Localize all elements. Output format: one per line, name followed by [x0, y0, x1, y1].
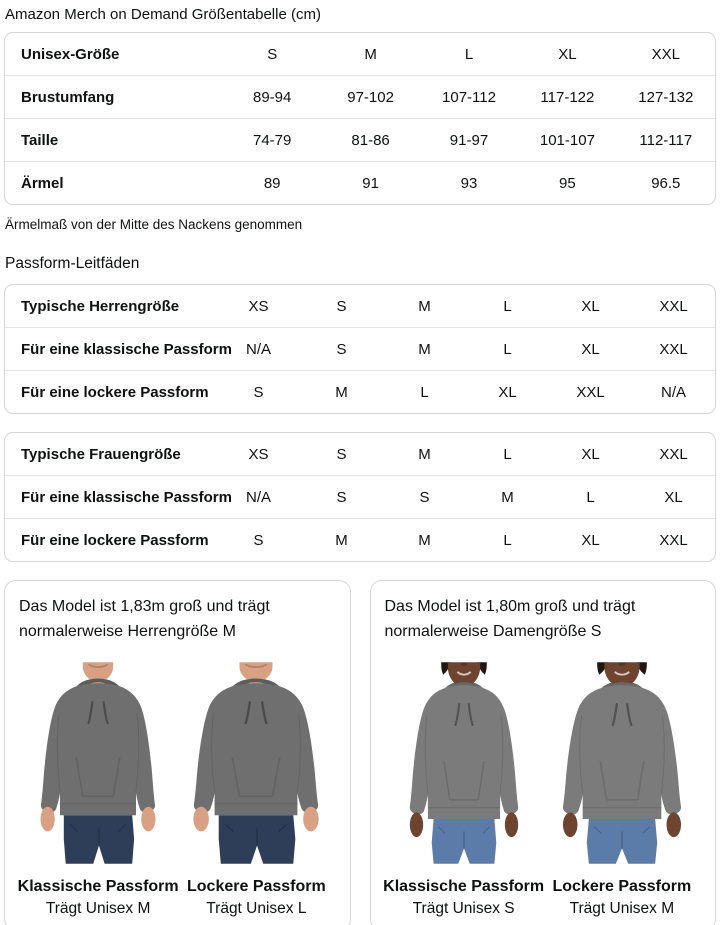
size-caption: Trägt Unisex M	[45, 899, 151, 917]
cell: M	[418, 445, 431, 463]
cell: N/A	[245, 488, 271, 506]
cell: M	[335, 383, 348, 401]
cell: XXL	[659, 531, 688, 549]
table-row	[5, 327, 715, 370]
table-row	[5, 518, 715, 561]
column-header: S	[267, 45, 278, 63]
cell: 96.5	[651, 174, 681, 192]
cell: M	[335, 531, 348, 549]
model-cards	[4, 580, 716, 925]
male-model-loose-illustration	[174, 657, 340, 869]
row-label: Brustumfang	[21, 88, 115, 106]
cell: XS	[248, 297, 269, 315]
cell: XXL	[659, 340, 688, 358]
male-photos	[19, 657, 336, 918]
female-model-description: Das Model ist 1,80m groß und trägt normalerweise Damengröße S	[384, 598, 636, 640]
cell: S	[336, 297, 347, 315]
female-model-card	[370, 580, 717, 925]
male-model-description: Das Model ist 1,83m groß und trägt normalerweise Herrengröße M	[19, 598, 270, 640]
table-row	[5, 118, 715, 161]
female-loose-fit-photo	[543, 657, 701, 918]
cell: 95	[559, 174, 576, 192]
female-photos	[385, 657, 702, 918]
cell: 112-117	[639, 131, 693, 149]
cell: N/A	[660, 383, 686, 401]
cell: XL	[581, 531, 600, 549]
cell: XL	[581, 297, 600, 315]
column-header: M	[364, 45, 377, 63]
cell: M	[418, 297, 431, 315]
cell: M	[418, 531, 431, 549]
column-header: XL	[558, 45, 577, 63]
cell: 97-102	[347, 88, 394, 106]
mens-fit-table	[4, 284, 716, 414]
row-label: Für eine lockere Passform	[21, 531, 209, 549]
cell: XXL	[659, 297, 688, 315]
fit-guides-heading: Passform-Leitfäden	[5, 255, 140, 272]
cell: 89	[263, 174, 281, 192]
cell: S	[253, 531, 264, 549]
cell: XL	[664, 488, 683, 506]
table-row	[5, 75, 715, 118]
cell: S	[336, 340, 347, 358]
page-title: Amazon Merch on Demand Größentabelle (cm)	[5, 6, 321, 23]
cell: 107-112	[442, 88, 496, 106]
table-row	[5, 161, 715, 204]
cell: L	[503, 445, 512, 463]
row-label: Für eine klassische Passform	[21, 340, 232, 358]
table-row	[5, 285, 715, 327]
cell: 91-97	[449, 131, 489, 149]
size-caption: Trägt Unisex L	[206, 899, 307, 917]
cell: N/A	[245, 340, 271, 358]
cell: M	[501, 488, 514, 506]
cell: XL	[498, 383, 517, 401]
size-caption: Trägt Unisex S	[412, 899, 515, 917]
cell: 93	[460, 174, 478, 192]
cell: XXL	[576, 383, 605, 401]
cell: 127-132	[638, 88, 694, 106]
cell: 89-94	[253, 88, 292, 106]
cell: M	[418, 340, 431, 358]
cell: L	[503, 531, 512, 549]
cell: 91	[362, 174, 379, 192]
row-label: Taille	[21, 131, 59, 149]
table-row	[5, 475, 715, 518]
sleeve-measurement-note: Ärmelmaß von der Mitte des Nackens genommen	[5, 217, 303, 232]
fit-caption: Lockere Passform	[187, 877, 326, 895]
male-model-classic-illustration	[22, 657, 174, 869]
cell: L	[420, 383, 429, 401]
row-label: Typische Herrengröße	[21, 297, 180, 315]
fit-caption: Klassische Passform	[17, 877, 179, 895]
cell: 81-86	[351, 131, 390, 149]
row-label: Für eine klassische Passform	[21, 488, 232, 506]
row-label: Ärmel	[21, 174, 64, 192]
male-model-card	[4, 580, 351, 925]
female-classic-fit-photo	[385, 657, 543, 918]
cell: XL	[581, 340, 600, 358]
cell: XXL	[659, 445, 688, 463]
table-row	[5, 370, 715, 413]
cell: 101-107	[539, 131, 595, 149]
row-label: Unisex-Größe	[21, 45, 120, 63]
table-header-row	[5, 33, 715, 75]
column-header: L	[464, 45, 474, 63]
cell: S	[419, 488, 430, 506]
cell: L	[586, 488, 595, 506]
column-header: XXL	[651, 45, 680, 63]
womens-fit-table	[4, 432, 716, 562]
cell: XS	[248, 445, 269, 463]
table-row	[5, 433, 715, 475]
male-loose-fit-photo	[177, 657, 335, 918]
row-label: Für eine lockere Passform	[21, 383, 209, 401]
cell: L	[503, 340, 512, 358]
unisex-size-table	[4, 32, 716, 205]
fit-caption: Lockere Passform	[552, 877, 692, 895]
cell: L	[503, 297, 512, 315]
female-model-loose-illustration	[539, 657, 705, 869]
cell: 117-122	[540, 88, 595, 106]
fit-caption: Klassische Passform	[383, 877, 545, 895]
cell: S	[253, 383, 264, 401]
size-caption: Trägt Unisex M	[569, 899, 675, 917]
cell: S	[336, 445, 347, 463]
male-classic-fit-photo	[19, 657, 177, 918]
cell: 74-79	[253, 131, 292, 149]
cell: S	[336, 488, 347, 506]
row-label: Typische Frauengröße	[21, 445, 181, 463]
female-model-classic-illustration	[388, 657, 540, 869]
cell: XL	[581, 445, 600, 463]
